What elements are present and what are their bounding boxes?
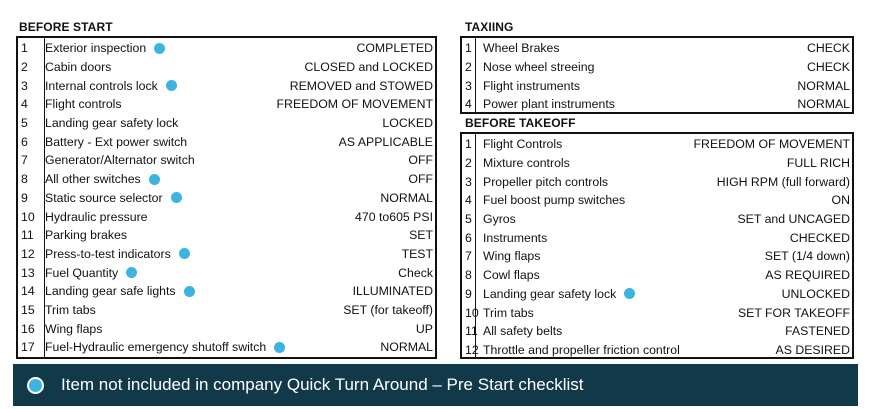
row-status: SET — [409, 228, 433, 243]
row-item-label: Landing gear safety lock — [45, 116, 179, 131]
row-item — [45, 322, 102, 336]
row-number: 2 — [21, 60, 28, 75]
row-status: OFF — [408, 172, 433, 187]
excluded-marker-icon — [184, 286, 195, 297]
row-number: 9 — [465, 286, 472, 301]
row-item — [45, 116, 178, 130]
row-status: NORMAL — [797, 78, 850, 93]
row-item-label: Cowl flaps — [483, 268, 540, 283]
row-status: 470 to605 PSI — [355, 209, 433, 224]
row-item — [45, 60, 111, 74]
checklist-row — [462, 95, 852, 114]
row-item-label: Flight controls — [45, 97, 122, 112]
checklist-row — [18, 245, 435, 264]
row-item-label: Throttle and propeller friction control — [483, 342, 680, 357]
row-item — [483, 156, 570, 170]
checklist-row — [18, 319, 435, 338]
row-status: NORMAL — [380, 340, 433, 355]
before-takeoff-title: BEFORE TAKEOFF — [465, 116, 576, 130]
row-number: 9 — [21, 190, 28, 205]
row-status: LOCKED — [382, 116, 433, 131]
checklist-row — [462, 39, 852, 58]
before-takeoff-table — [460, 132, 854, 359]
row-status: CHECK — [806, 60, 850, 75]
row-item — [483, 79, 580, 93]
checklist-row — [18, 170, 435, 189]
row-item-label: All safety belts — [483, 324, 563, 339]
before-start-table — [16, 36, 437, 359]
checklist-row — [462, 341, 852, 360]
checklist-row — [462, 154, 852, 173]
checklist-row — [18, 301, 435, 320]
excluded-marker-icon — [179, 248, 190, 259]
row-status: HIGH RPM (full forward) — [716, 174, 850, 189]
row-item — [45, 303, 96, 317]
checklist-row — [462, 172, 852, 191]
checklist-row — [18, 132, 435, 151]
row-status: NORMAL — [380, 190, 433, 205]
row-status: COMPLETED — [356, 41, 433, 56]
row-item — [483, 343, 680, 357]
checklist-row — [462, 191, 852, 210]
checklist-row — [18, 95, 435, 114]
row-item-label: Landing gear safety lock — [483, 286, 617, 301]
row-item — [483, 268, 540, 282]
row-item — [45, 79, 177, 93]
row-number: 11 — [21, 228, 34, 243]
row-item — [483, 212, 516, 226]
checklist-row — [18, 338, 435, 357]
row-status: AS DESIRED — [775, 342, 850, 357]
row-number: 6 — [21, 134, 28, 149]
checklist-row — [462, 135, 852, 154]
excluded-marker-icon — [149, 174, 160, 185]
row-number: 12 — [21, 246, 35, 261]
row-number: 15 — [21, 302, 35, 317]
row-item — [45, 247, 190, 261]
row-number: 16 — [21, 321, 35, 336]
checklist-row — [18, 263, 435, 282]
excluded-marker-icon — [166, 80, 177, 91]
row-number: 1 — [21, 41, 28, 56]
row-status: UP — [415, 321, 433, 336]
row-number: 5 — [465, 212, 472, 227]
row-status: AS APPLICABLE — [338, 134, 433, 149]
row-number: 11 — [465, 324, 478, 339]
checklist-row — [18, 76, 435, 95]
row-item-label: Instruments — [483, 230, 548, 245]
row-status: ON — [831, 193, 850, 208]
row-number: 4 — [21, 97, 28, 112]
row-item — [45, 228, 127, 242]
checklist-row — [462, 210, 852, 229]
row-number: 1 — [465, 137, 472, 152]
row-number: 4 — [465, 193, 472, 208]
row-item-label: Flight Controls — [483, 137, 563, 152]
row-item-label: Trim tabs — [45, 302, 96, 317]
row-status: REMOVED and STOWED — [289, 78, 433, 93]
row-status: FREEDOM OF MOVEMENT — [693, 137, 850, 152]
row-item-label: Fuel Quantity — [45, 265, 119, 280]
row-status: AS REQUIRED — [765, 268, 850, 283]
row-number: 8 — [21, 172, 28, 187]
row-number: 3 — [21, 78, 28, 93]
taxiing-title: TAXIING — [465, 20, 514, 34]
row-item — [483, 324, 562, 338]
row-item — [483, 97, 615, 111]
row-number: 3 — [465, 174, 472, 189]
row-status: FREEDOM OF MOVEMENT — [276, 97, 433, 112]
row-item-label: Landing gear safe lights — [45, 284, 176, 299]
checklist-row — [462, 322, 852, 341]
row-item — [45, 284, 195, 298]
row-item-label: Trim tabs — [483, 305, 534, 320]
legend-dot-icon — [27, 377, 44, 394]
row-status: Check — [398, 265, 433, 280]
legend-banner — [13, 364, 858, 406]
row-item — [45, 340, 285, 354]
checklist-row — [18, 114, 435, 133]
row-item — [45, 97, 122, 111]
excluded-marker-icon — [624, 288, 635, 299]
row-item-label: Power plant instruments — [483, 97, 615, 112]
excluded-marker-icon — [126, 267, 137, 278]
row-status: SET FOR TAKEOFF — [737, 305, 850, 320]
row-item — [483, 306, 534, 320]
row-status: CHECKED — [789, 230, 850, 245]
row-item-label: Press-to-test indicators — [45, 246, 171, 261]
row-number: 2 — [465, 60, 472, 75]
row-item — [483, 231, 547, 245]
row-item — [483, 287, 635, 301]
row-item — [45, 172, 160, 186]
row-number: 8 — [465, 268, 472, 283]
checklist-row — [462, 285, 852, 304]
row-status: SET and UNCAGED — [737, 212, 850, 227]
row-number: 1 — [465, 41, 472, 56]
row-item-label: Flight instruments — [483, 78, 581, 93]
checklist-row — [462, 247, 852, 266]
row-item — [483, 175, 608, 189]
row-number: 17 — [21, 340, 35, 355]
row-number: 2 — [465, 156, 472, 171]
checklist-row — [18, 58, 435, 77]
checklist-row — [18, 151, 435, 170]
row-status: ILLUMINATED — [352, 284, 433, 299]
row-item — [45, 41, 165, 55]
row-item — [45, 135, 187, 149]
row-item-label: Static source selector — [45, 190, 163, 205]
row-item-label: Parking brakes — [45, 228, 128, 243]
checklist-row — [462, 303, 852, 322]
row-item — [45, 210, 148, 224]
row-number: 3 — [465, 78, 472, 93]
row-item-label: Gyros — [483, 212, 516, 227]
row-item-label: Nose wheel streeing — [483, 60, 595, 75]
row-item — [483, 60, 594, 74]
row-item — [45, 266, 137, 280]
checklist-row — [18, 282, 435, 301]
row-number: 7 — [465, 249, 472, 264]
row-item-label: Hydraulic pressure — [45, 209, 148, 224]
row-number: 6 — [465, 230, 472, 245]
before-start-title: BEFORE START — [19, 20, 113, 34]
row-item-label: Battery - Ext power switch — [45, 134, 188, 149]
checklist-row — [462, 266, 852, 285]
checklist-row — [18, 226, 435, 245]
row-item — [483, 249, 540, 263]
row-number: 13 — [21, 265, 35, 280]
row-item — [483, 41, 560, 55]
excluded-marker-icon — [154, 43, 165, 54]
row-item — [45, 153, 195, 167]
row-number: 5 — [21, 116, 28, 131]
excluded-marker-icon — [274, 342, 285, 353]
excluded-marker-icon — [171, 192, 182, 203]
checklist-row — [18, 189, 435, 208]
row-item-label: Wing flaps — [483, 249, 541, 264]
checklist-row — [18, 207, 435, 226]
row-number: 7 — [21, 153, 28, 168]
row-item-label: Wheel Brakes — [483, 41, 560, 56]
row-item — [45, 191, 182, 205]
row-item-label: All other switches — [45, 172, 141, 187]
row-number: 10 — [465, 305, 479, 320]
row-number: 14 — [21, 284, 35, 299]
row-item — [483, 193, 625, 207]
row-item-label: Internal controls lock — [45, 78, 158, 93]
checklist-row — [462, 76, 852, 95]
row-status: FULL RICH — [786, 156, 850, 171]
row-item-label: Fuel-Hydraulic emergency shutoff switch — [45, 340, 267, 355]
checklist-row — [462, 58, 852, 77]
row-item-label: Cabin doors — [45, 60, 112, 75]
row-item-label: Mixture controls — [483, 156, 570, 171]
row-number: 10 — [21, 209, 35, 224]
row-status: OFF — [408, 153, 433, 168]
row-status: CLOSED and LOCKED — [304, 60, 433, 75]
row-status: UNLOCKED — [781, 286, 850, 301]
row-status: SET (1/4 down) — [764, 249, 850, 264]
row-item — [483, 137, 562, 151]
row-status: CHECK — [806, 41, 850, 56]
row-status: TEST — [401, 246, 433, 261]
legend-text: Item not included in company Quick Turn Around – Pre Start checklist — [61, 375, 584, 394]
row-number: 4 — [465, 97, 472, 112]
row-item-label: Propeller pitch controls — [483, 174, 609, 189]
row-item-label: Wing flaps — [45, 321, 103, 336]
row-item-label: Fuel boost pump switches — [483, 193, 626, 208]
row-item-label: Generator/Alternator switch — [45, 153, 195, 168]
checklist-row — [18, 39, 435, 58]
row-number: 12 — [465, 342, 479, 357]
row-status: NORMAL — [797, 97, 850, 112]
row-status: SET (for takeoff) — [343, 302, 433, 317]
taxiing-table — [460, 36, 854, 114]
checklist-row — [462, 228, 852, 247]
row-item-label: Exterior inspection — [45, 41, 147, 56]
row-status: FASTENED — [785, 324, 850, 339]
